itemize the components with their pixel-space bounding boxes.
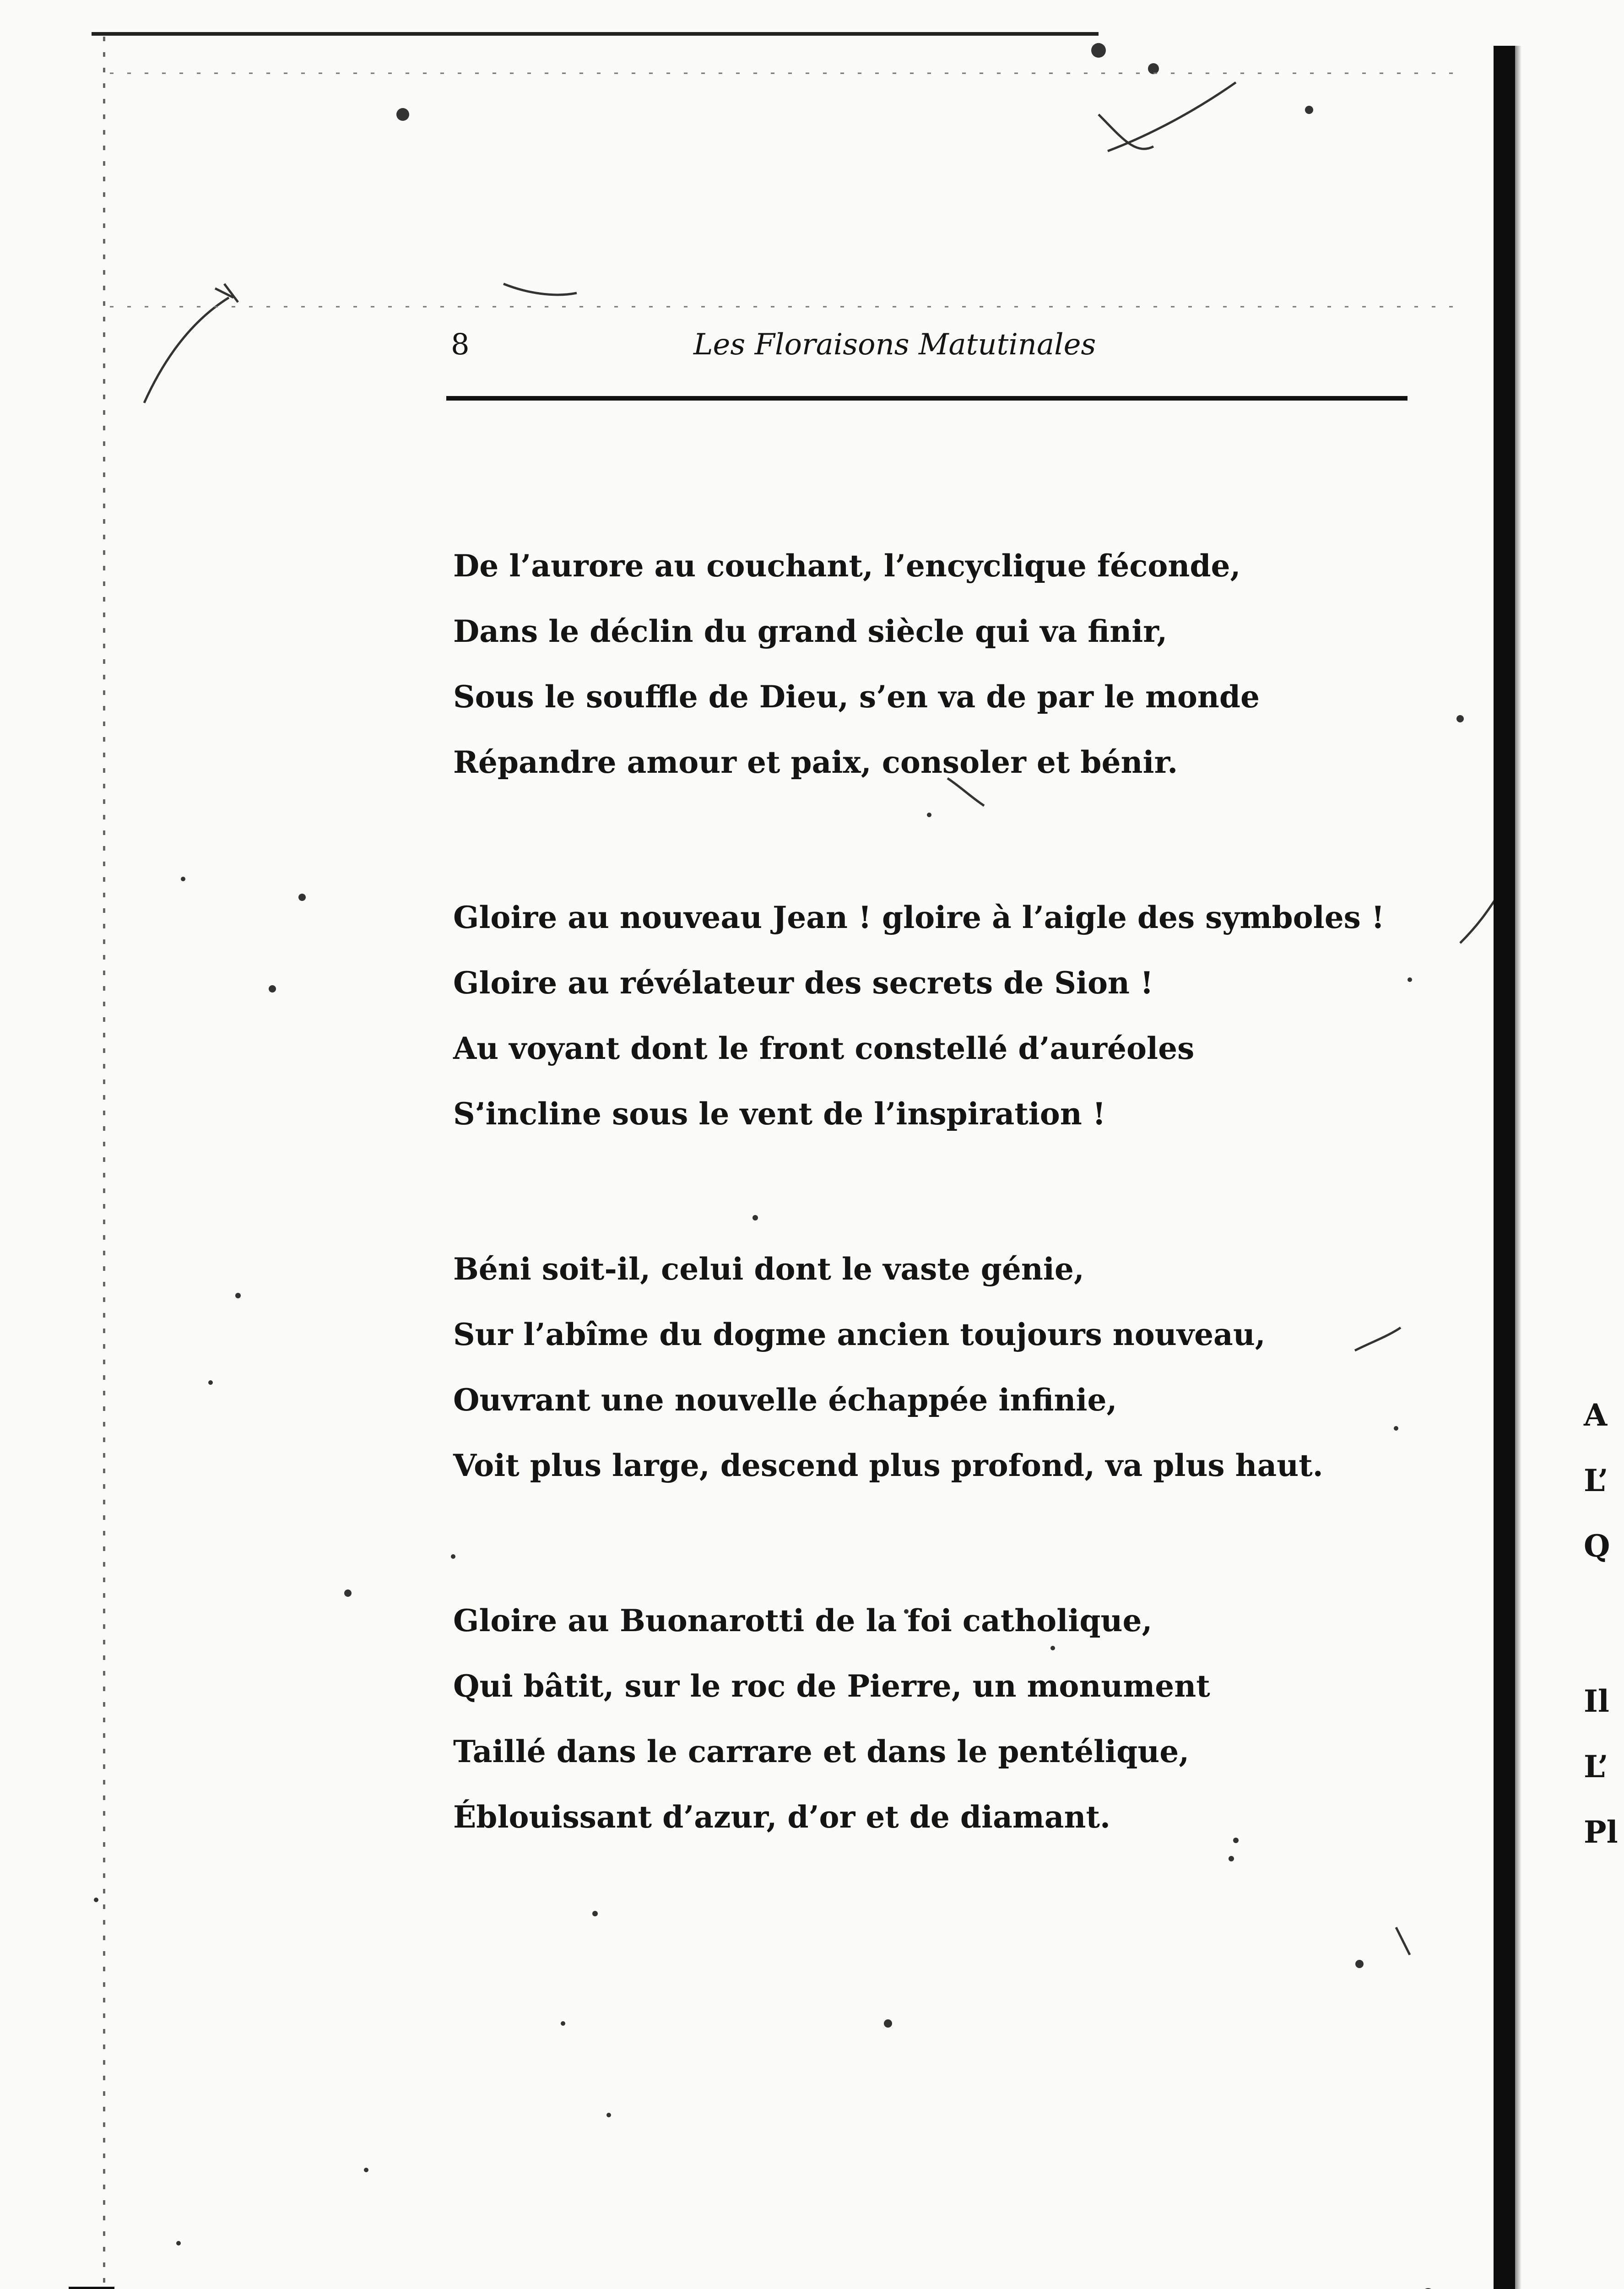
next-page-fragment: L’ [1584, 1463, 1608, 1498]
verse-line: Qui bâtit, sur le roc de Pierre, un monument [453, 1668, 1210, 1704]
stanza [453, 533, 1391, 795]
verse-line: S’incline sous le vent de l’inspiration ! [453, 1096, 1106, 1132]
next-page-fragment: Il [1584, 1683, 1609, 1719]
verse-line: Ouvrant une nouvelle échappée infinie, [453, 1382, 1117, 1418]
verse-line: Dans le déclin du grand siècle qui va finir, [453, 613, 1168, 649]
page-header [446, 320, 1407, 385]
verse-line: Sous le souffle de Dieu, s’en va de par le monde [453, 679, 1260, 715]
next-page-fragments [1584, 1383, 1624, 1865]
running-title: Les Floraisons Matutinales [693, 328, 1096, 362]
verse-line: Gloire au nouveau Jean ! gloire à l’aigle des symboles ! [453, 900, 1385, 935]
left-scan-margin [103, 37, 105, 2289]
verse-line: Sur l’abîme du dogme ancien toujours nouveau, [453, 1317, 1266, 1352]
stanza [453, 1237, 1391, 1498]
header-rule [446, 396, 1407, 401]
verse-line: Gloire au Buonarotti de la foi catholique, [453, 1603, 1153, 1638]
next-page-fragment: Q [1584, 1528, 1610, 1564]
verse-line: Gloire au révélateur des secrets de Sion ! [453, 965, 1153, 1001]
verse-line: Répandre amour et paix, consoler et bénir. [453, 744, 1178, 780]
verse-line: Béni soit-il, celui dont le vaste génie, [453, 1251, 1084, 1287]
verse-line: Taillé dans le carrare et dans le pentélique, [453, 1734, 1190, 1769]
verse-line: De l’aurore au couchant, l’encyclique féconde, [453, 548, 1241, 584]
next-page-fragment: Pl [1584, 1814, 1618, 1850]
verse-line: Éblouissant d’azur, d’or et de diamant. [453, 1799, 1110, 1835]
next-page-fragment: L’ [1584, 1749, 1608, 1785]
stanza [453, 885, 1391, 1147]
verse-line: Au voyant dont le front constellé d’auréoles [453, 1031, 1195, 1066]
top-scan-rule [92, 32, 1099, 36]
stanza-gap [1584, 1579, 1624, 1669]
page-number: 8 [451, 328, 470, 362]
verse-line: Voit plus large, descend plus profond, va plus haut. [453, 1448, 1323, 1483]
page-gutter-edge [1494, 46, 1515, 2289]
poem [453, 533, 1391, 1850]
next-page-fragment: A [1584, 1397, 1608, 1433]
stanza [453, 1588, 1391, 1850]
page-gutter-shadow [1515, 46, 1521, 2289]
scan-corner-mark [69, 2287, 114, 2289]
